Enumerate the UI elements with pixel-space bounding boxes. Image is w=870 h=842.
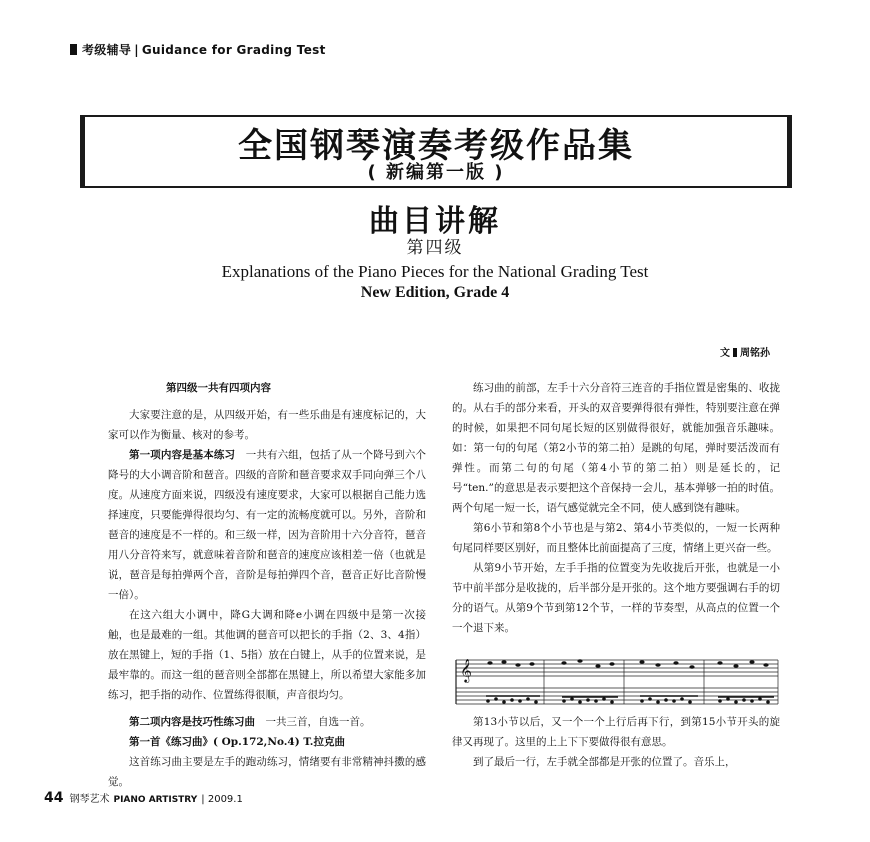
section-tag-separator: | — [134, 43, 139, 57]
paragraph: 从第9小节开始，左手手指的位置变为先收拢后开张，也就是一小节中前半部分是收拢的，后半部分是开张的。这个地方要强调右手的切分的语气。从第9个节到第12个节，一样的节奏型，从高点的位置一个一个退下来。 — [452, 562, 780, 634]
edition-label-en: New Edition, Grade 4 — [360, 284, 510, 301]
main-title: 全国钢琴演奏考级作品集 — [238, 126, 634, 166]
piece-title: 第一首《练习曲》( Op.172,No.4) T.拉克曲 — [129, 736, 345, 748]
issue-date: 2009.1 — [207, 794, 243, 805]
paragraph: 第13小节以后，又一个一个上行后再下行，到第15小节开头的旋律又再现了。这里的上上下下要做得很有意思。 — [452, 716, 780, 748]
subtitle-en: Explanations of the Piano Pieces for the National Grading Test — [221, 262, 649, 281]
paragraph: 大家要注意的是，从四级开始，有一些乐曲是有速度标记的，大家可以作为衡量、核对的参考。 — [108, 409, 426, 441]
right-column-continued — [452, 712, 780, 772]
paragraph: 这首练习曲主要是左手的跑动练习，情绪要有非常精神抖擞的感觉。 — [108, 756, 426, 788]
subtitle-cn: 曲目讲解 — [369, 204, 501, 239]
author-prefix: 文 — [720, 348, 730, 359]
paragraph — [108, 712, 426, 732]
section-marker-icon — [70, 44, 77, 55]
section-heading: 第四级一共有四项内容 — [166, 382, 271, 394]
page-footer — [44, 790, 243, 806]
grade-label-cn: 第四级 — [406, 238, 464, 258]
item-lead: 第一项内容是基本练习 — [129, 449, 236, 461]
author-marker-icon — [733, 348, 737, 357]
left-column — [108, 378, 426, 792]
item-body: 一共三首，自选一首。 — [265, 716, 371, 728]
section-tag-cn: 考级辅导 — [82, 43, 132, 57]
item-body: 一共有六组，包括了从一个降号到六个降号的大小调音阶和琶音。四级的音阶和琶音要求双手同向弹三个八度。从速度方面来说，四级没有速度要求，大家可以根据自己能力选择速度，只要能弹得很均匀、有一定的流畅度就可以。另外，音阶和琶音的速度是不一样的。和三级一样，因为音阶用十六分音符，琶音用八分音符来写，就意味着音阶和琶音的速度应该相差一倍（也就是说，琶音是每拍弹两个音，音阶是每拍弹四个音，琶音正好比音阶慢一倍）。 — [108, 449, 427, 601]
edition-label: ( 新编第一版 ) — [367, 162, 505, 183]
section-tag-en: Guidance for Grading Test — [141, 43, 326, 57]
page-number: 44 — [44, 790, 64, 806]
author-byline — [720, 344, 770, 359]
svg-text:𝄞: 𝄞 — [460, 658, 472, 682]
paragraph — [108, 445, 426, 605]
right-column — [452, 378, 780, 638]
paragraph: 在这六组大小调中，降G大调和降e小调在四级中是第一次接触，也是最难的一组。其他调的琶音可以把长的手指（2、3、4指）放在黑键上，短的手指（1、5指）放在白键上，从手的位置来说，是最牢靠的。而这一组的琶音则全部都在黑键上，所以希望大家能多加练习，把手指的动作、位置练得很顺，声音很均匀。 — [108, 609, 426, 701]
journal-name-en: PIANO ARTISTRY — [113, 795, 198, 805]
paragraph: 到了最后一行，左手就全部都是开张的位置了。音乐上， — [473, 756, 736, 768]
footer-separator: | — [201, 794, 205, 805]
paragraph: 练习曲的前部，左手十六分音符三连音的手指位置是密集的、收拢的。从右手的部分来看，开头的双音要弹得很有弹性，特别要注意在弹的时候，如果把不同句尾长短的区别做得很好，就能加强音乐趣味。如：第一句的句尾（第2小节的第二拍）是跳的句尾，弹时要活泼而有弹性。而第二句的句尾（第4小节的第二拍）则是延长的，记号“ten.”的意思是表示要把这个音保持一会儿，基本弹够一拍的时值。两个句尾一短一长，语气感觉就完全不同，使人感到饶有趣味。 — [452, 382, 780, 514]
journal-name-cn: 钢琴艺术 — [69, 794, 110, 805]
music-score-excerpt — [452, 650, 782, 710]
section-tag — [70, 41, 326, 58]
item-lead: 第二项内容是技巧性练习曲 — [129, 716, 255, 728]
author-name: 周铭孙 — [740, 348, 770, 359]
paragraph: 第6小节和第8个小节也是与第2、第4小节类似的，一短一长两种句尾同样要区别好，而且整体比前面提高了三度，情绪上更兴奋一些。 — [452, 522, 780, 554]
